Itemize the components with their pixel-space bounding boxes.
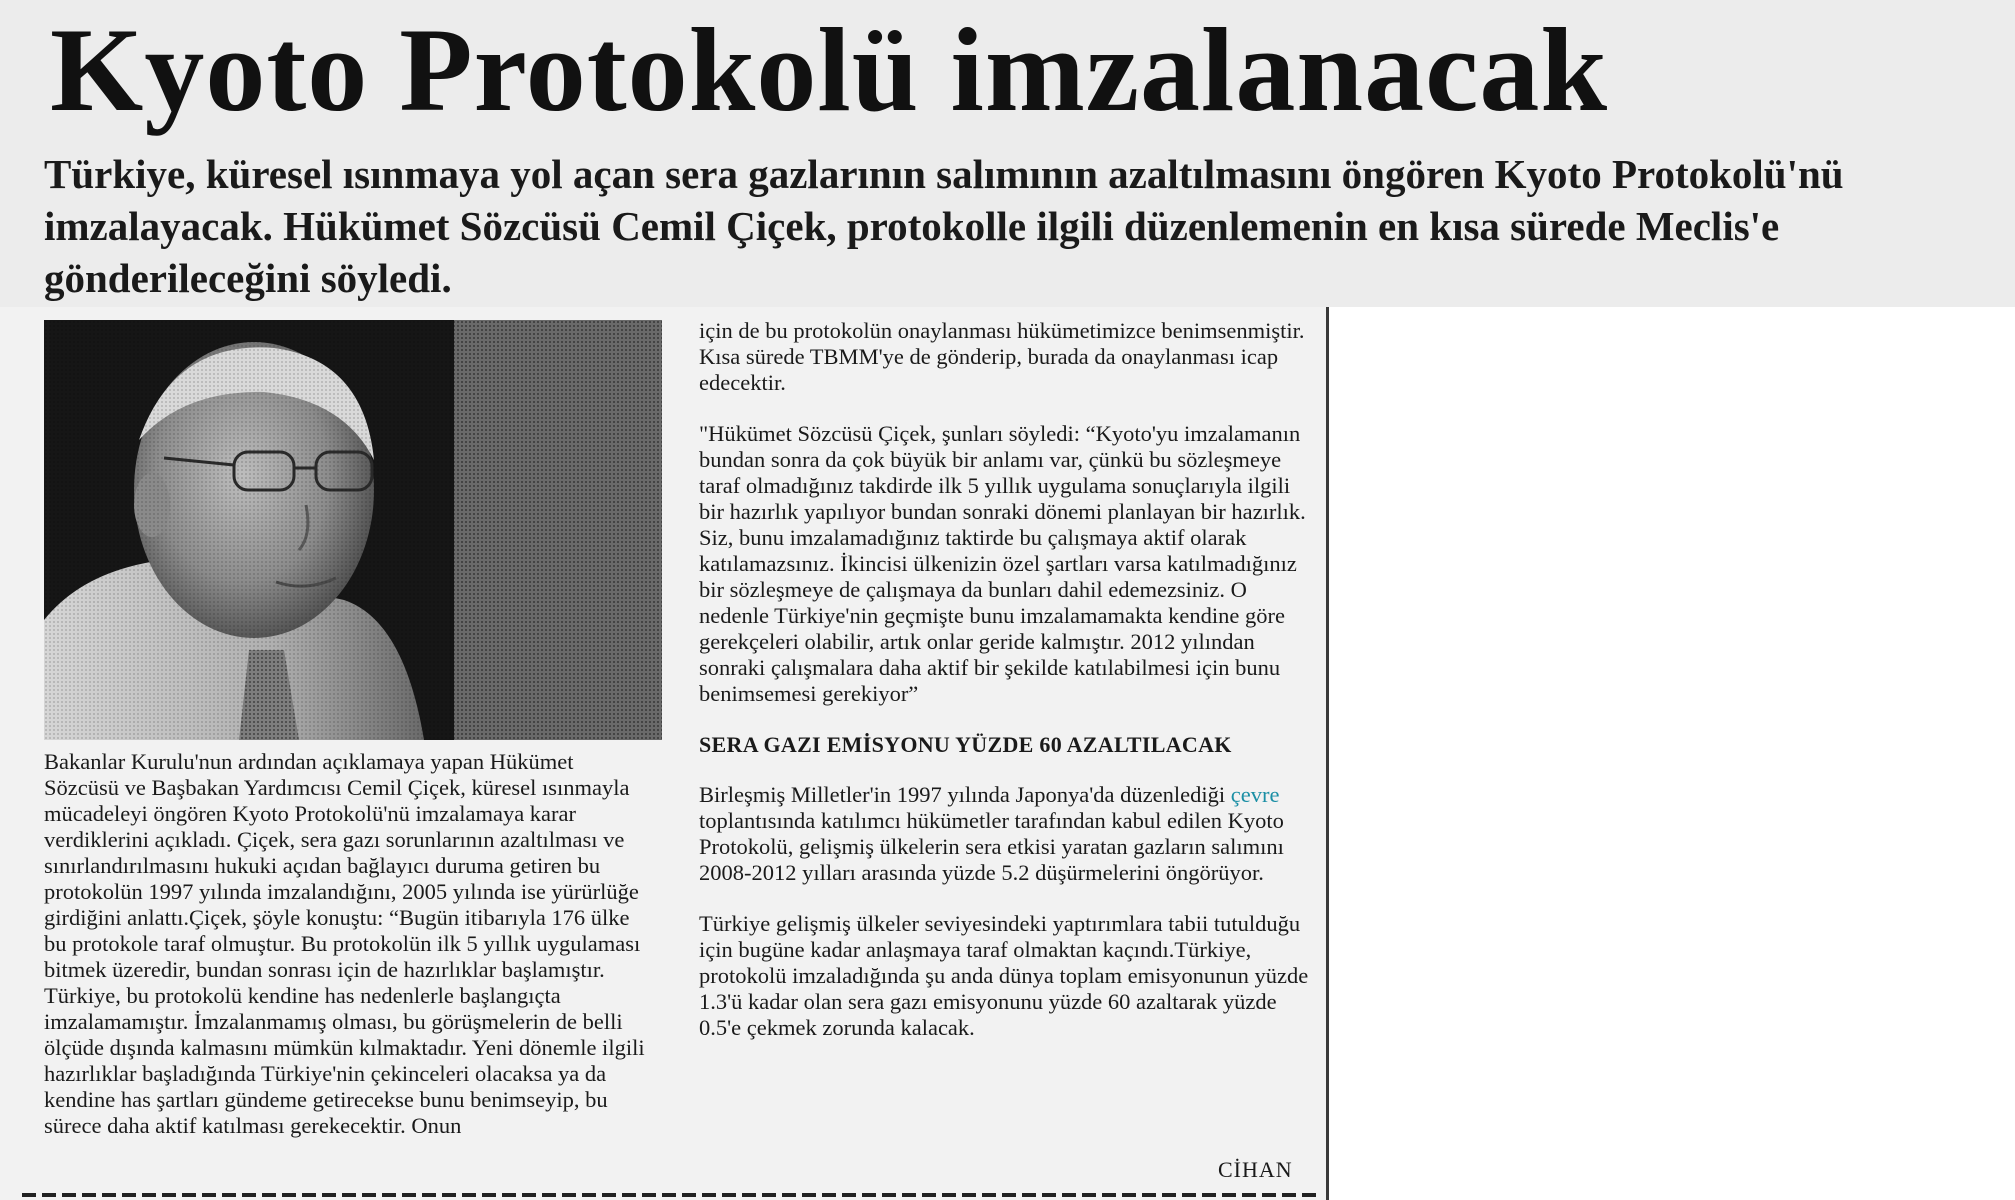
portrait-photo bbox=[44, 320, 662, 740]
article-right-column bbox=[699, 318, 1319, 1066]
body-paragraph bbox=[699, 782, 1319, 886]
article-left-column bbox=[44, 749, 654, 1164]
quote-paragraph: "Hükümet Sözcüsü Çiçek, şunları söyledi: “Kyoto'yu imzalamanın bundan sonra da çok büyük bir anlamı var, çünkü bu sözleşmeye taraf olmadığınız takdirde ilk 5 yıllık uygulama sonuçlarıyla ilgili bir hazırlık yapılıyor bundan sonraki dönemi planlayan bir hazırlık. Siz, bunu imzalamadığınız taktirde bu çalışmaya aktif olarak katılamazsınız. İkincisi ülkenizin özel şartları varsa katılmadığınız bir sözleşmeye de çalışmaya da bunları dahil edemezsiniz. O nedenle Türkiye'nin geçmişte bunu imzalamamakta kendine göre gerekçeleri olabilir, artık onlar geride kalmıştır. 2012 yılından sonraki çalışmalara daha aktif bir şekilde katılabilmesi için bunu benimsemesi gerekiyor” bbox=[699, 421, 1306, 706]
portrait-illustration bbox=[44, 320, 662, 740]
byline: CİHAN bbox=[1218, 1157, 1293, 1182]
highlighted-word: çevre bbox=[1230, 782, 1280, 807]
body-paragraph: Bakanlar Kurulu'nun ardından açıklamaya yapan Hükümet Sözcüsü ve Başbakan Yardımcısı Cemil Çiçek, küresel ısınmayla mücadeleyi öngören Kyoto Protokolü'nü imzalamaya karar verdiklerini açıkladı. Çiçek, sera gazı sorunlarının azaltılması ve sınırlandırılmasını hukuki açıdan bağlayıcı duruma getiren bu protokolün 1997 yılında imzalandığını, 2005 yılında ise yürürlüğe girdiğini anlattı.Çiçek, şöyle konuştu: “Bugün itibarıyla 176 ülke bu protokole taraf olmuştur. Bu protokolün ilk 5 yıllık uygulaması bitmek üzeredir, bundan sonrası için de hazırlıklar başlamıştır. Türkiye, bu protokolü kendine has nedenlerle başlangıçta imzalamamıştır. İmzalanmamış olması, bu görüşmelerin de belli ölçüde dışında kalmasını mümkün kılmaktadır. Yeni dönemle ilgili hazırlıklar başladığında Türkiye'nin çekinceleri olacaksa ya da kendine has şartları gündeme getirecekse bunu benimseyip, bu sürece daha aktif katılması gerekecektir. Onun bbox=[44, 749, 645, 1138]
body-text: toplantısında katılımcı hükümetler tarafından kabul edilen Kyoto Protokolü, gelişmiş ülkelerin sera etkisi yaratan gazların salımını 2008-2012 yılları arasında yüzde 5.2 düşürmelerini öngörüyor. bbox=[699, 808, 1284, 885]
bottom-dashed-rule bbox=[22, 1193, 1322, 1197]
body-paragraph: için de bu protokolün onaylanması hükümetimizce benimsenmiştir. Kısa sürede TBMM'ye de gönderip, burada da onaylanması icap edecektir. bbox=[699, 318, 1305, 395]
lede-paragraph: Türkiye, küresel ısınmaya yol açan sera gazlarının salımının azaltılmasını öngören Kyoto Protokolü'nü imzalayacak. Hükümet Sözcüsü Cemil Çiçek, protokolle ilgili düzenlemenin en kısa sürede Meclis'e gönderileceğini söyledi. bbox=[44, 151, 1844, 301]
body-paragraph: Türkiye gelişmiş ülkeler seviyesindeki yaptırımlara tabii tutulduğu için bugüne kadar anlaşmaya taraf olmaktan kaçındı.Türkiye, protokolü imzaladığında şu anda dünya toplam emisyonunun yüzde 1.3'ü kadar olan sera gazı emisyonunu yüzde 60 azaltarak yüzde 0.5'e çekmek zorunda kalacak. bbox=[699, 911, 1309, 1040]
column-right-border bbox=[1326, 307, 1329, 1200]
headline: Kyoto Protokolü imzalanacak bbox=[50, 3, 1609, 136]
section-subheading: SERA GAZI EMİSYONU YÜZDE 60 AZALTILACAK bbox=[699, 732, 1232, 757]
body-text: Birleşmiş Milletler'in 1997 yılında Japonya'da düzenlediği bbox=[699, 782, 1231, 807]
